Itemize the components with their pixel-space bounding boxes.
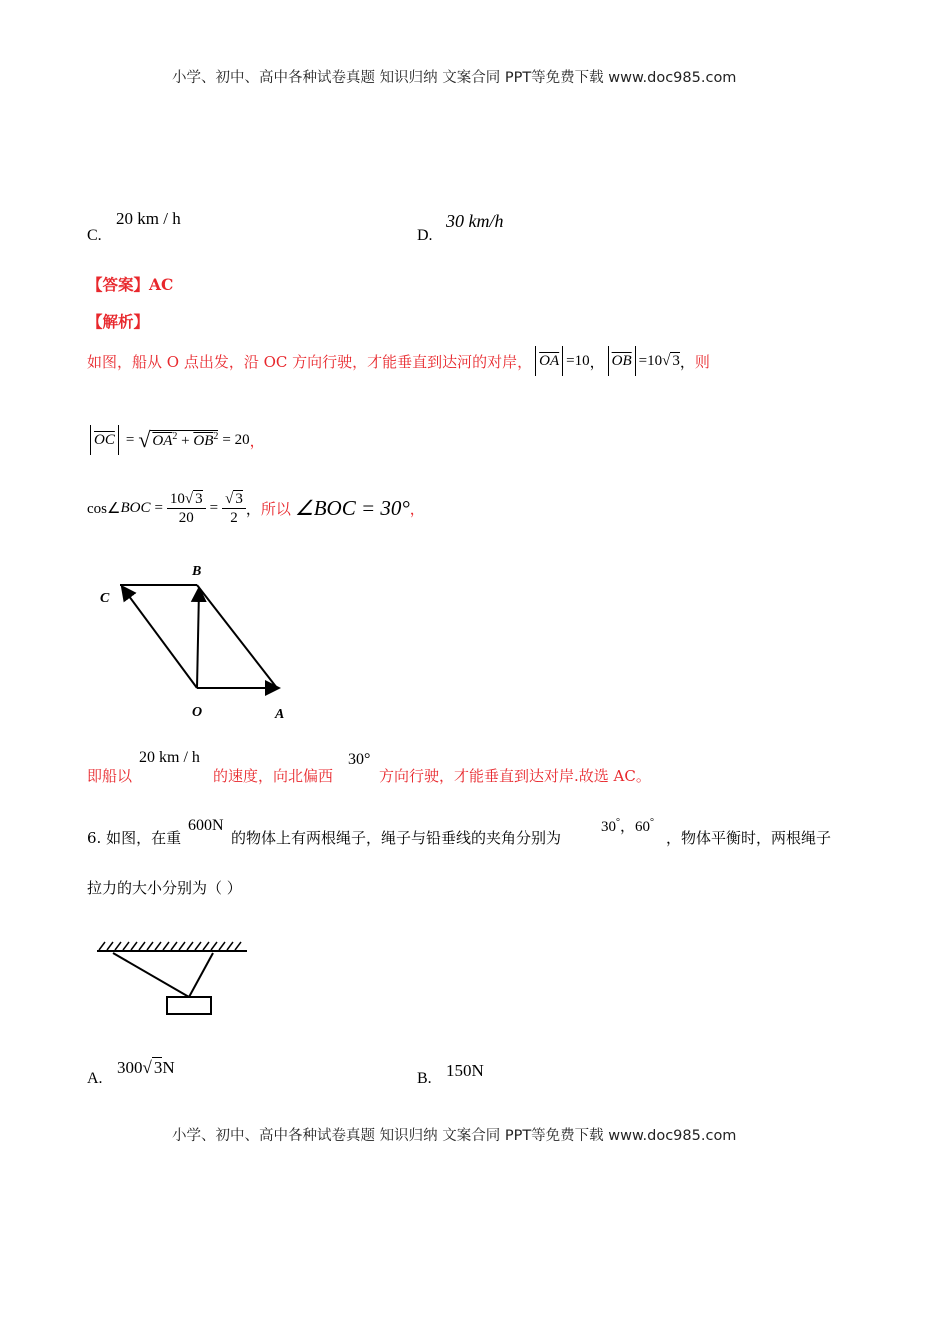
fraction-2: $\frac{√ 3}{2}$ [222,490,246,527]
analysis-label: 【解析】 [87,312,150,331]
conclusion-speed: 20 km / h [139,749,200,766]
conclusion-part-1: 即船以 [87,767,133,785]
option-a-prefix: 300 [117,1058,143,1077]
oa-value: =10 [566,352,590,369]
ceiling-hatch [99,942,241,950]
q6-comma: ， [620,819,636,835]
fraction-1: $\frac{10√ 3}{20}$ [167,490,206,527]
analysis-line-3 [87,482,425,534]
page-header: 小学、初中、高中各种试卷真题 知识归纳 文案合同 PPT等免费下载 www.doc985.com [172,70,737,86]
q6-angle-1: 30 [601,819,616,835]
q6-part-2: 的物体上有两根绳子，绳子与铅垂线的夹角分别为 [231,829,562,847]
q6-part-3: ，物体平衡时，两根绳子 [666,829,832,847]
option-a-letter: A. [87,1070,103,1087]
comma-2: ， [409,501,425,518]
sep-3: ， [245,501,261,518]
rope-diagram [95,938,255,1023]
q6-line-2: 拉力的大小分别为（ ） [87,879,242,897]
option-d-value: 30 km/h [446,211,504,231]
label-c: C [100,591,110,606]
q6-deg-1: ° [616,817,620,828]
square-2: 2 [213,431,219,442]
sep-2: ， [679,354,695,371]
oc-result: = 20 [222,431,250,448]
label-a: A [275,707,285,722]
option-a-value: 300√ 3N [117,1058,175,1077]
angle-result: ∠BOC = 30° [294,495,410,520]
so-word: 所以 [260,501,291,518]
answer-label: 【答案】AC [87,275,174,294]
label-o: O [192,705,203,720]
rope-left [113,953,189,997]
then-word: 则 [694,352,710,371]
fraction-2-den: 2 [230,509,238,526]
vector-oc: $\overline{OC}$ [94,431,115,448]
option-d-letter: D. [417,227,433,244]
vector-ob-2: $\overline{OB}$ [193,433,214,449]
fraction-2-sqrt: 3 [235,490,243,507]
analysis-line-1-text: 如图，船从 O 点出发，沿 OC 方向行驶，才能垂直到达河的对岸， [87,352,533,371]
label-b: B [192,564,202,579]
vector-ob: $\overline{OB}$ [611,352,632,369]
vector-oc-arrow [123,588,197,688]
equals-3: = [209,499,219,516]
conclusion-angle: 30° [348,751,371,768]
q6-weight: 600N [188,817,224,834]
vector-magnitudes: $\overline{OA}$ =10 ， $\overline{OB}$ =10 √ 3 ， [532,346,695,376]
analysis-line-2: $\overline{OC}$ = √ $OA^2 + \overline{OB}^2$ = 20 ， [87,420,265,460]
q6-deg-2: ° [650,817,655,828]
plus-sign: + [181,433,190,449]
conclusion-part-3: 方向行驶，才能垂直到达对岸.故选 AC。 [379,767,651,785]
fraction-1-sqrt: 3 [195,490,203,507]
conclusion-part-2: 的速度，向北偏西 [213,767,334,785]
vector-diagram [95,558,305,728]
option-a-sqrt: 3 [153,1058,163,1077]
sqrt-3: 3 [672,353,680,369]
page-footer: 小学、初中、高中各种试卷真题 知识归纳 文案合同 PPT等免费下载 www.doc985.com [172,1128,737,1144]
rope-right [189,953,213,997]
equals-2: = [154,499,163,516]
equals-1: = [125,431,135,448]
option-a-unit: N [162,1058,175,1077]
fraction-1-coef: 10 [169,490,185,507]
comma-1: ， [249,433,265,450]
option-c-letter: C. [87,227,102,244]
sqrt-expression [150,430,218,450]
sep-1: ， [589,354,605,371]
square-1: 2 [172,431,178,442]
cos-label: cos∠ [87,500,121,517]
q6-part-1: 6. 如图，在重 [87,829,182,847]
option-c-value: 20 km / h [116,209,181,228]
option-b-letter: B. [417,1070,432,1087]
ob-value: =10 [638,352,663,369]
line-ba [197,585,277,688]
fraction-1-den: 20 [178,509,194,526]
vector-ob-arrow [197,590,199,688]
q6-angles [601,815,654,836]
q6-angle-2: 60 [635,819,651,835]
angle-boc: BOC [120,499,151,516]
analysis-line-1 [87,341,710,381]
vector-oa-2: OA [152,433,173,449]
hanging-block [167,997,211,1014]
vector-oa: $\overline{OA}$ [539,352,560,369]
option-b-value: 150N [446,1061,484,1080]
